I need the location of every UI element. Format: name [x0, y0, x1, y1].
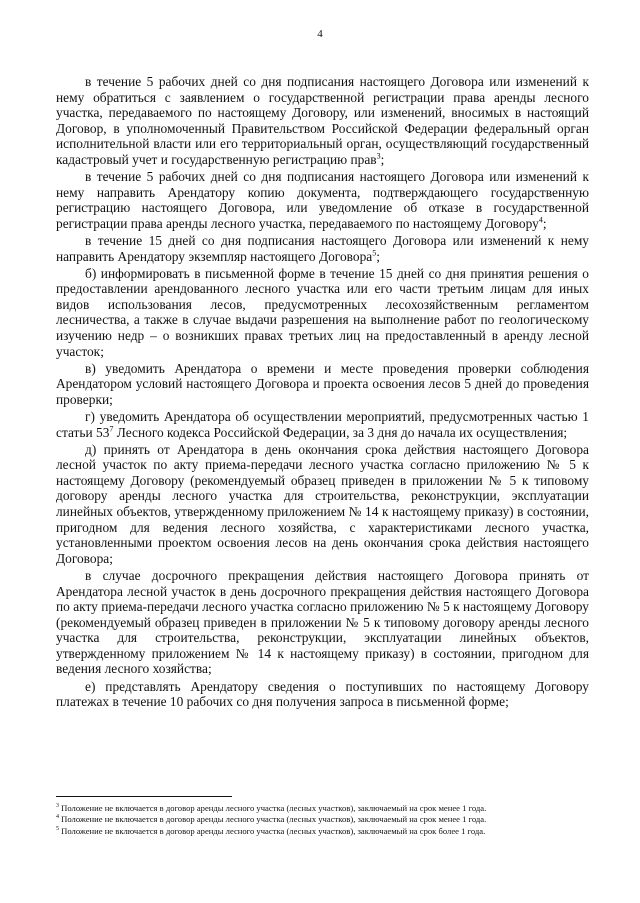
- footnote: $^4$ Положение не включается в договор аренды лесного участка (лесных участков), заключаемый на срок менее 1 года.: [56, 814, 487, 825]
- footnote: $^5$ Положение не включается в договор аренды лесного участка (лесных участков), заключаемый на срок более 1 года.: [56, 825, 486, 836]
- paragraph: г) уведомить Арендатора об осуществлении мероприятий, предусмотренных частью 1 статьи $53^7$ Лесного кодекса Российской Федерации, за 3 дня до начала их осуществления;: [56, 408, 589, 440]
- paragraph: в течение 5 рабочих дней со дня подписания настоящего Договора или изменений к нему направить Арендатору копию документа, подтверждающего государственную регистрацию настоящего Договора, или уведомление об отказе в государственной регистрации права аренды лесного участка, передаваемого по настоящему Договору$^4$;: [56, 169, 589, 231]
- paragraph: в течение 5 рабочих дней со дня подписания настоящего Договора или изменений к нему обратиться с заявлением о государственной регистрации права аренды лесного участка, передаваемого по настоящему Договору, или изменений, вносимых в настоящий Договор, в уполномоченный Правительством Российской Федерации федеральный орган исполнительной власти или его территориальный орган, осуществляющий государственный кадастровый учет и государственную регистрацию прав$^3$;: [56, 74, 589, 167]
- paragraph: д) принять от Арендатора в день окончания срока действия настоящего Договора лесной участок по акту приема-передачи лесного участка согласно приложению № 5 к настоящему Договору (рекомендуемый образец приведен в приложении № 5 к типовому договору аренды лесного участка для строительства, реконструкции, эксплуатации линейных объектов, утвержденному приложением № 14 к настоящему приказу) в состоянии, пригодном для ведения лесного хозяйства, с характеристиками лесного участка, установленными проектом освоения лесов на день окончания срока действия настоящего Договора;: [56, 441, 589, 566]
- document-body: [56, 74, 589, 711]
- footnote-separator: [56, 796, 232, 797]
- paragraph: в) уведомить Арендатора о времени и месте проведения проверки соблюдения Арендатором условий настоящего Договора и проекта освоения лесов 5 дней до проведения проверки;: [56, 360, 589, 407]
- paragraph: е) представлять Арендатору сведения о поступивших по настоящему Договору платежах в течение 10 рабочих со дня получения запроса в письменной форме;: [56, 678, 589, 710]
- footnote: $^3$ Положение не включается в договор аренды лесного участка (лесных участков), заключаемый на срок менее 1 года.: [56, 803, 487, 813]
- paragraph: б) информировать в письменной форме в течение 15 дней со дня принятия решения о предоставлении арендованного лесного участка или его части третьим лицам для иных видов использования лесов, предусмотренных лесохозяйственным регламентом лесничества, а также в случае выдачи разрешения на выполнение работ по геологическому изучению недр – о возникших правах третьих лиц на предоставленный в аренду лесной участок;: [56, 265, 589, 359]
- footnotes: [56, 796, 589, 837]
- paragraph: в течение 15 дней со дня подписания настоящего Договора или изменений к нему направить Арендатору экземпляр настоящего Договора$^5$;: [56, 232, 589, 264]
- footnote-ref: 4: [538, 215, 543, 225]
- footnote-ref: 5: [372, 248, 377, 258]
- paragraph: в случае досрочного прекращения действия настоящего Договора принять от Арендатора лесной участок в день досрочного прекращения действия настоящего Договора по акту приема-передачи лесного участка согласно приложению № 5 к настоящему Договору (рекомендуемый образец приведен в приложении № 5 к типовому договору аренды лесного участка для строительства, реконструкции, эксплуатации линейных объектов, утвержденному приложением № 14 к настоящему приказу) в состоянии, пригодном для ведения лесного хозяйства;: [56, 567, 589, 677]
- page-number: 4: [317, 28, 323, 40]
- superscript-ref: 7: [109, 424, 114, 434]
- footnote-ref: 3: [376, 151, 381, 161]
